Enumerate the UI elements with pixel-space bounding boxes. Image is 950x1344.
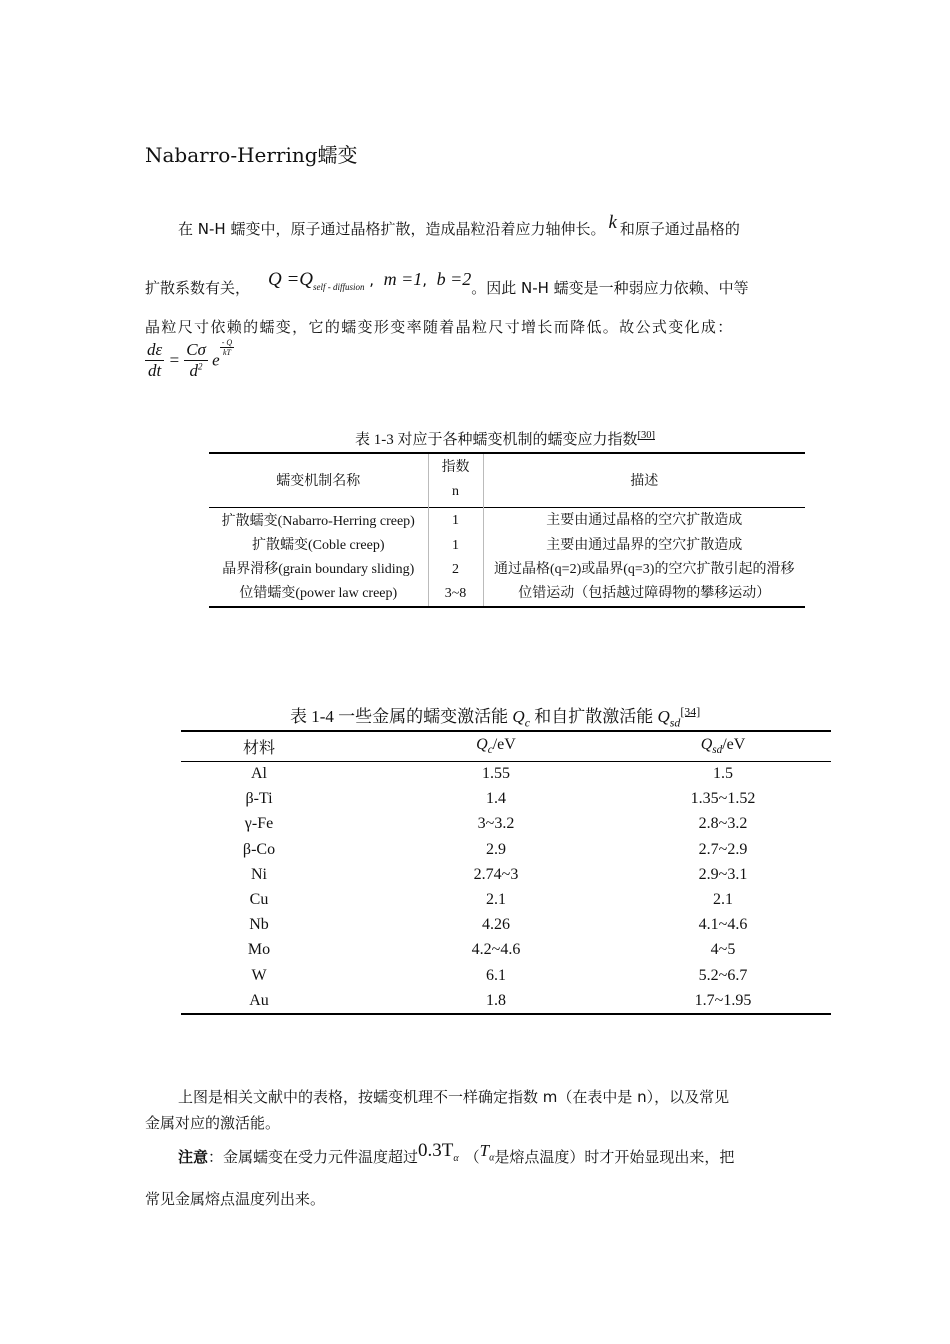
b-equation: b =2 xyxy=(436,269,472,289)
section-heading: Nabarro-Herring蠕变 xyxy=(145,143,358,167)
creep-rate-formula: $\frac{d\varepsilon}{dt}$ = $\frac{C\sigma}{d^2}$ e $\frac{- Q}{kT}$ xyxy=(147,338,233,380)
table14-header-qc-sub: c xyxy=(487,744,493,757)
table13-caption-ref: [30] xyxy=(637,430,655,441)
k-symbol: k xyxy=(608,212,617,233)
note-text-a: 金属蠕变在受力元件温度超过 xyxy=(223,1148,419,1166)
table13-cell: 扩散蠕变(Coble creep) xyxy=(251,537,385,553)
table14-cell: Cu xyxy=(249,891,269,909)
table14-cell: 2.74~3 xyxy=(473,865,519,883)
table-row xyxy=(181,812,831,837)
m-equation: m =1 xyxy=(383,269,423,289)
table14-header-qc-symbol: Q xyxy=(476,736,488,754)
note-paren-open: （ xyxy=(464,1148,480,1166)
table14-cell: γ-Fe xyxy=(244,815,274,833)
table14-cell: Au xyxy=(249,991,269,1009)
table-row xyxy=(181,963,831,988)
table14-cell: 4.26 xyxy=(482,916,510,934)
formula-exp-base: e xyxy=(212,350,220,370)
table-row xyxy=(181,913,831,938)
note-temperature-value: 0.3T xyxy=(418,1140,454,1161)
table13-header-index: 指数 n xyxy=(428,453,483,507)
table13-caption-text: 表 1-3 对应于各种蠕变机制的蠕变应力指数 xyxy=(355,432,638,448)
table14-cell: 6.1 xyxy=(486,966,506,984)
table13-cell: 位错运动（包括越过障碍物的攀移运动） xyxy=(518,585,771,601)
table14-caption-mid: 和自扩散激活能 xyxy=(529,707,658,726)
table-row xyxy=(209,534,805,558)
table14-cell: Al xyxy=(251,765,267,783)
formula-lhs-denominator: dt xyxy=(147,361,162,380)
paragraph-1-line-1 xyxy=(178,212,740,239)
formula-rhs-denominator-base: d xyxy=(189,361,199,380)
formula-exponent-den: kT xyxy=(222,348,231,357)
formula-rhs-fraction xyxy=(184,340,208,381)
table13-caption xyxy=(355,428,655,449)
table-row xyxy=(209,582,805,607)
table14-cell: Mo xyxy=(247,941,271,959)
table14-cell: W xyxy=(251,966,267,984)
paragraph-2-line-1: 上图是相关文献中的表格，按蠕变机理不一样确定指数 m（在表中是 n），以及常见 xyxy=(178,1088,730,1106)
formula-lhs-numerator: dε xyxy=(147,340,163,359)
table13-cell: 通过晶格(q=2)或晶界(q=3)的空穴扩散引起的滑移 xyxy=(494,561,795,577)
table14-caption-text: 表 1-4 一些金属的蠕变激活能 xyxy=(290,707,513,726)
paragraph-1-line-2: 扩散系数有关， $Q =Q_{self - diffusion}$ , m =1, b =2。因此 N-H 蠕变是一种弱应力依赖、中等 xyxy=(145,269,749,297)
table14-cell: 2.9 xyxy=(486,840,506,858)
table14-header-qsd xyxy=(615,731,831,761)
formula-exponent xyxy=(220,338,234,357)
table14-cell: 2.1 xyxy=(713,891,733,909)
note-tm-sub: α xyxy=(489,1152,495,1164)
table13-cell: 主要由通过晶界的空穴扩散造成 xyxy=(546,537,743,553)
para1-text-b: 和原子通过晶格的 xyxy=(619,220,740,238)
table14-cell: 1.55 xyxy=(482,765,510,783)
table14-header-qsd-unit: /eV xyxy=(722,736,746,754)
table14-cell: 4.2~4.6 xyxy=(471,941,521,959)
table14-caption-qc: Q xyxy=(512,707,525,726)
table14-cell: 2.9~3.1 xyxy=(698,865,748,883)
formula-rhs-denominator xyxy=(184,361,208,381)
table13-cell: 3~8 xyxy=(428,582,483,607)
table14-cell: 1.5 xyxy=(713,765,733,783)
note-colon: ： xyxy=(208,1148,224,1166)
table14-header-qsd-symbol: Q xyxy=(700,736,713,754)
table14-cell: 2.8~3.2 xyxy=(698,815,748,833)
table13-header-row xyxy=(209,453,805,507)
table14-caption xyxy=(290,702,700,730)
table13-cell: 2 xyxy=(428,558,483,582)
table14-cell: 1.35~1.52 xyxy=(690,790,756,808)
table-row xyxy=(181,787,831,812)
formula-exponent-num: - Q xyxy=(221,338,233,347)
table14-cell: 4.1~4.6 xyxy=(698,916,748,934)
table14-cell: β-Ti xyxy=(245,790,273,808)
table14-cell: 5.2~6.7 xyxy=(698,966,748,984)
table-row xyxy=(209,558,805,582)
table13-cell: 晶界滑移(grain boundary sliding) xyxy=(222,561,415,577)
table14-header-qc-unit: /eV xyxy=(492,736,516,754)
note-line-1 xyxy=(178,1140,735,1175)
formula-lhs-fraction xyxy=(145,340,164,381)
table-row xyxy=(181,862,831,887)
note-tm-letter: T xyxy=(479,1141,490,1160)
table-row xyxy=(181,761,831,787)
table14-header-row xyxy=(181,731,831,761)
creep-mechanism-table xyxy=(209,452,805,608)
table14-caption-qsd-sub: sd xyxy=(669,715,681,730)
table14-body xyxy=(181,761,831,1014)
table13-cell: 位错蠕变(power law creep) xyxy=(239,585,398,601)
table-row xyxy=(181,938,831,963)
table14-cell: Nb xyxy=(249,916,269,934)
table14-cell: 1.7~1.95 xyxy=(694,991,752,1009)
q-equation-subscript: self - diffusion xyxy=(313,281,365,292)
note-line-2: 常见金属熔点温度列出来。 xyxy=(145,1190,326,1208)
q-equation xyxy=(250,269,365,290)
paragraph-1-line-3: 晶粒尺寸依赖的蠕变，它的蠕变形变率随着晶粒尺寸增长而降低。故公式变化成： xyxy=(145,318,734,336)
table-row xyxy=(209,507,805,534)
q-equation-main: Q =Q xyxy=(268,269,314,290)
table14-cell: 1.4 xyxy=(486,790,506,808)
table14-cell: Ni xyxy=(251,865,267,883)
table13-header-description: 描述 xyxy=(630,474,659,490)
table14-caption-qsd: Q xyxy=(657,707,670,726)
activation-energy-table xyxy=(181,730,831,1015)
table14-cell: 4~5 xyxy=(710,941,736,959)
table14-header-qc xyxy=(377,731,615,761)
para1-line2-text-a: 扩散系数有关， xyxy=(145,279,251,297)
formula-rhs-numerator: Cσ xyxy=(186,340,206,359)
table14-cell: 2.7~2.9 xyxy=(698,840,748,858)
table13-header-mechanism: 蠕变机制名称 xyxy=(276,474,361,490)
table14-cell: 3~3.2 xyxy=(477,815,515,833)
paragraph-2-line-2: 金属对应的激活能。 xyxy=(145,1114,281,1132)
table14-caption-qc-sub: c xyxy=(524,715,530,730)
table14-cell: β-Co xyxy=(242,840,276,858)
table14-header-material: 材料 xyxy=(243,739,276,757)
formula-rhs-denominator-exp: 2 xyxy=(198,361,203,372)
note-text-b: 是熔点温度）时才开始显现出来，把 xyxy=(494,1148,735,1166)
note-label: 注意 xyxy=(178,1148,209,1166)
para1-text-a: 在 N-H 蠕变中，原子通过晶格扩散，造成晶粒沿着应力轴伸长。 xyxy=(178,220,606,238)
table14-caption-ref: [34] xyxy=(680,704,701,719)
table13-cell: 1 xyxy=(428,507,483,534)
table13-cell: 主要由通过晶格的空穴扩散造成 xyxy=(546,512,743,528)
table-row xyxy=(181,837,831,862)
note-tm-symbol xyxy=(479,1141,495,1164)
table-row xyxy=(181,887,831,912)
table14-header-qsd-sub: sd xyxy=(712,744,723,757)
table14-cell: 2.1 xyxy=(486,891,506,909)
table13-cell: 扩散蠕变(Nabarro-Herring creep) xyxy=(221,513,415,529)
note-temperature-sub: α xyxy=(453,1152,459,1164)
table13-cell: 1 xyxy=(428,534,483,558)
note-temperature xyxy=(418,1140,459,1164)
table-row xyxy=(181,988,831,1014)
table14-cell: 1.8 xyxy=(486,991,506,1009)
para1-line2-text-b: 。因此 N-H 蠕变是一种弱应力依赖、中等 xyxy=(471,279,749,297)
